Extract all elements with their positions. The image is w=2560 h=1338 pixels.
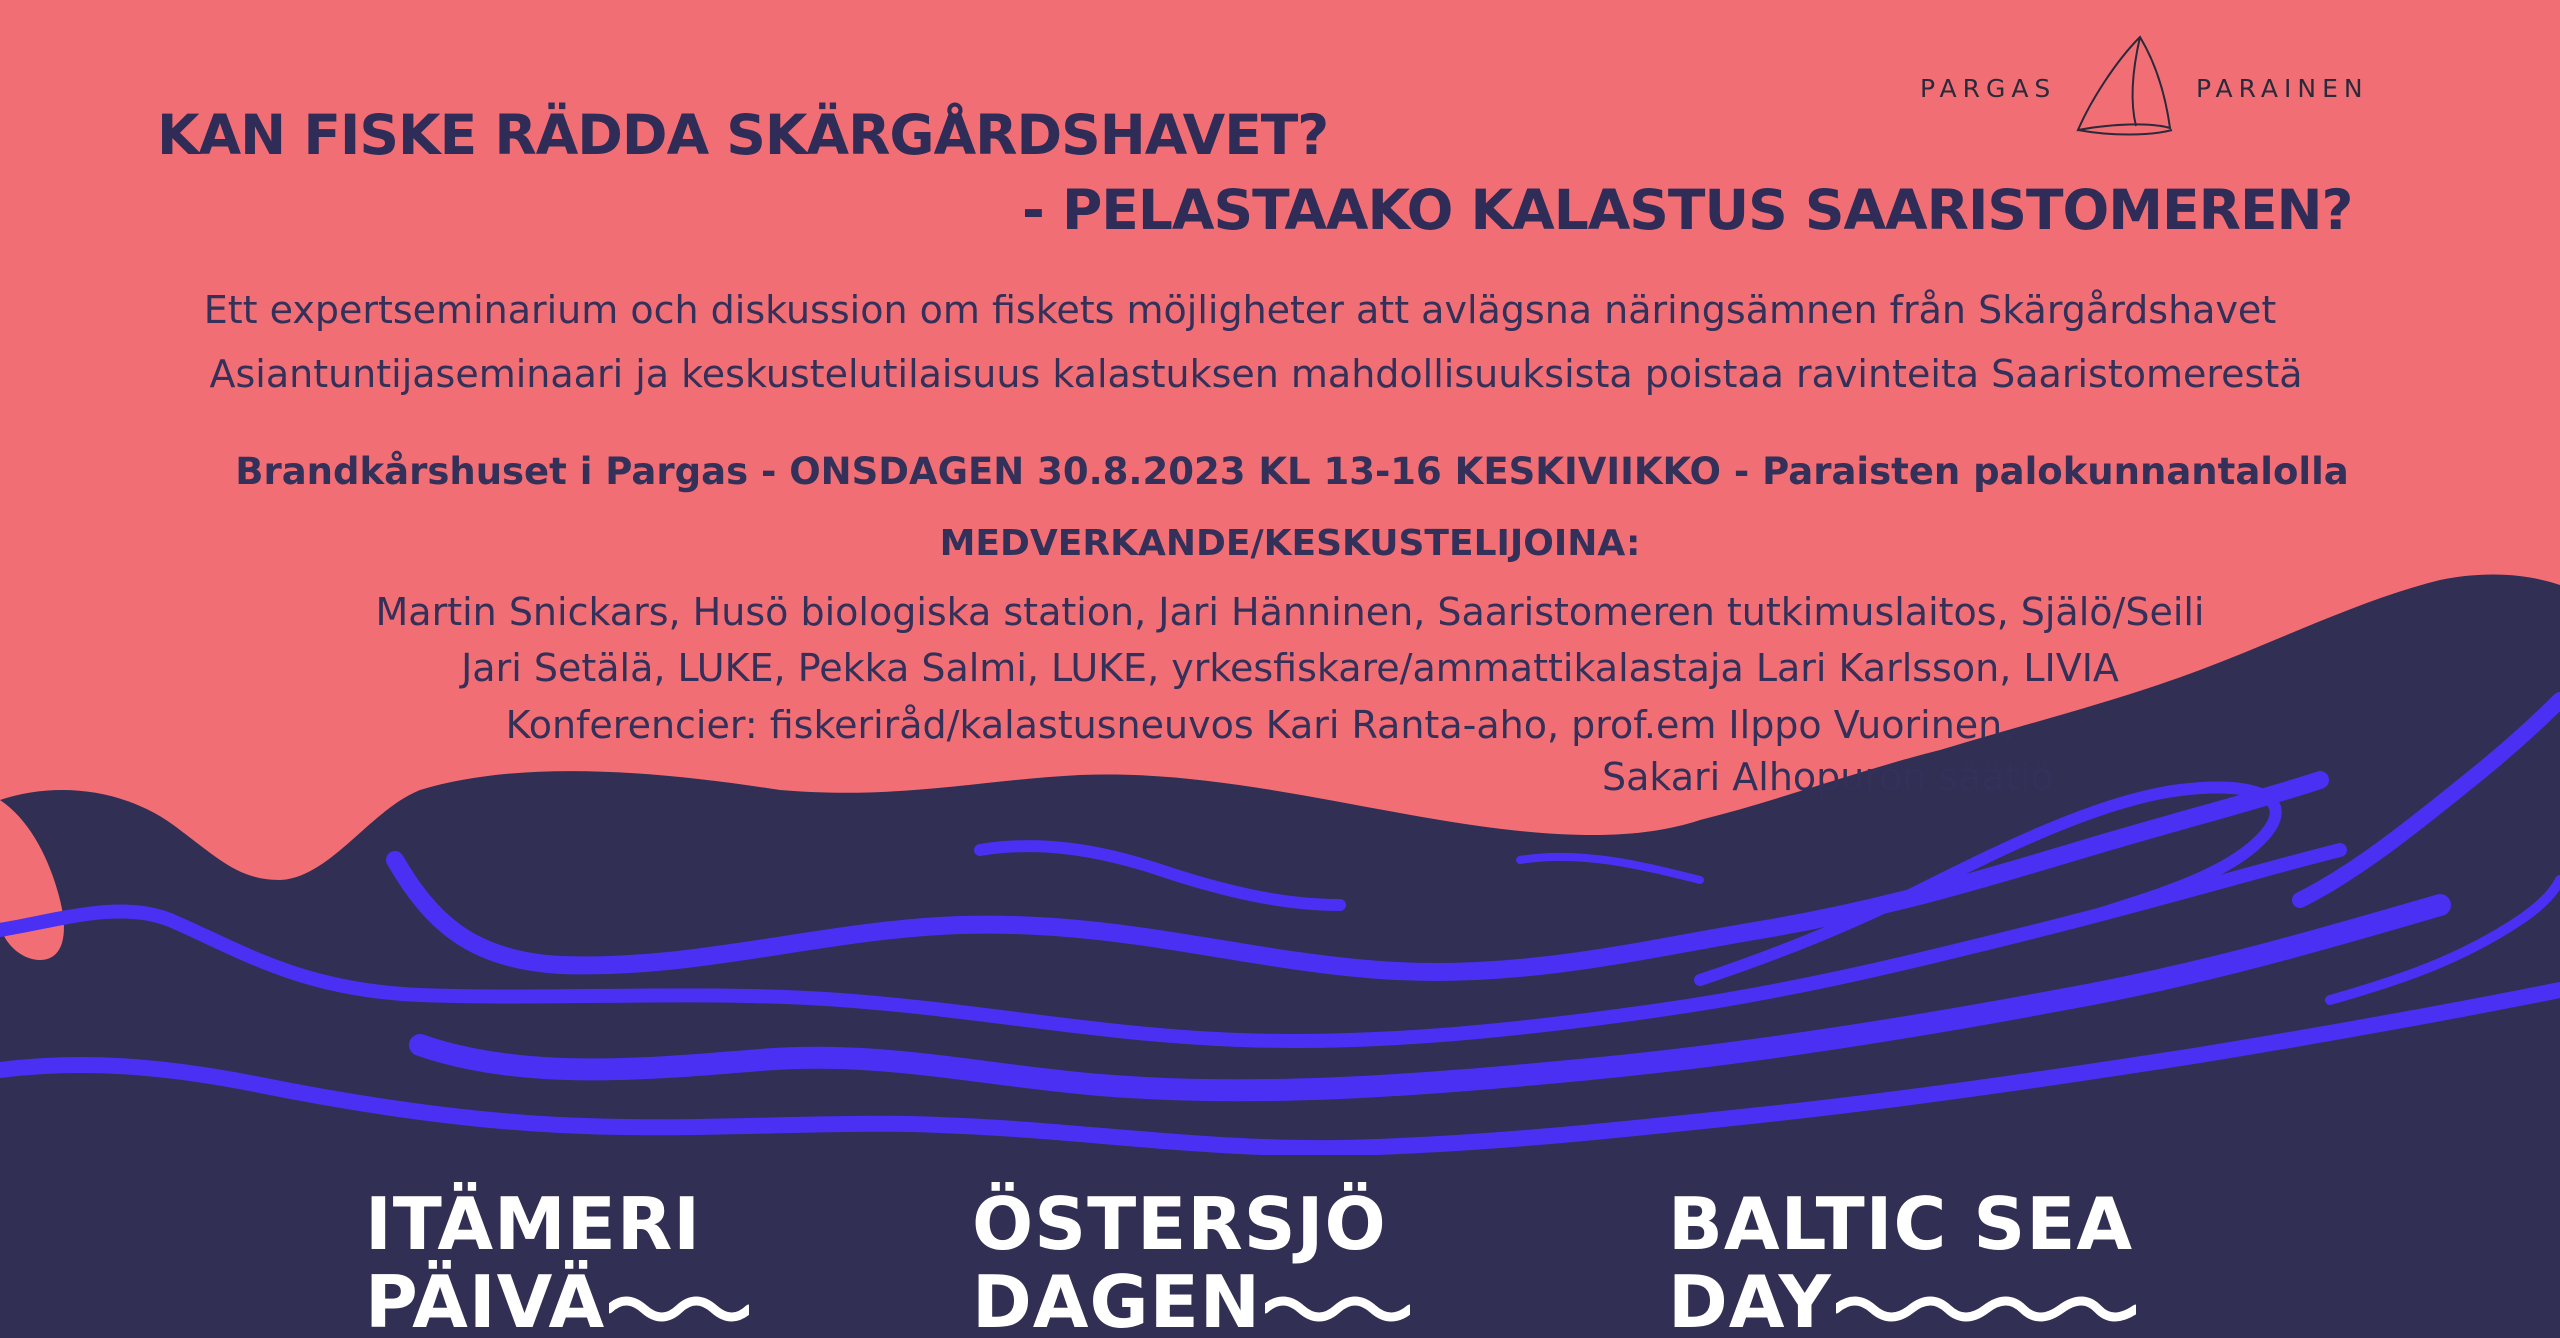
brand-baltic-sea-day bbox=[1668, 1182, 2136, 1338]
participants-line-2: Jari Setälä, LUKE, Pekka Salmi, LUKE, yrkesfiskare/ammattikalastaja Lari Karlsson, LIVIA bbox=[461, 646, 2119, 690]
participants-line-1: Martin Snickars, Husö biologiska station, Jari Hänninen, Saaristomeren tutkimuslaitos, Själö/Seili bbox=[375, 590, 2205, 634]
brand-ostersjo-line2-wrap bbox=[972, 1260, 1410, 1338]
brand-itameri-line2: PÄIVÄ bbox=[365, 1260, 606, 1338]
pargas-parainen-logo bbox=[1910, 32, 2370, 142]
brand-ostersjo-line2: DAGEN bbox=[972, 1260, 1262, 1338]
wave-icon bbox=[1265, 1287, 1410, 1327]
event-details: Brandkårshuset i Pargas - ONSDAGEN 30.8.2023 KL 13-16 KESKIVIIKKO - Paraisten palokunnantalolla bbox=[235, 450, 2349, 493]
subtitle-finnish: Asiantuntijaseminaari ja keskustelutilaisuus kalastuksen mahdollisuuksista poistaa ravinteita Saaristomerestä bbox=[209, 352, 2303, 396]
wave-icon bbox=[1836, 1287, 2136, 1327]
brand-baltic-line1: BALTIC SEA bbox=[1668, 1182, 2134, 1266]
logo-right-word: PARAINEN bbox=[2196, 74, 2369, 103]
subtitle-swedish: Ett expertseminarium och diskussion om fiskets möjligheter att avlägsna näringsämnen från Skärgårdshavet bbox=[203, 288, 2277, 332]
logo-left-word: PARGAS bbox=[1920, 74, 2057, 103]
brand-itameri-line2-wrap bbox=[365, 1260, 749, 1338]
brand-baltic-line2-wrap bbox=[1668, 1260, 2136, 1338]
wave-icon bbox=[609, 1287, 749, 1327]
brand-baltic-line2: DAY bbox=[1668, 1260, 1832, 1338]
brand-ostersjo-dagen bbox=[972, 1182, 1410, 1338]
title-finnish: - PELASTAAKO KALASTUS SAARISTOMEREN? bbox=[1022, 178, 2353, 242]
brand-itameri-line1: ITÄMERI bbox=[365, 1182, 702, 1266]
participants-heading: MEDVERKANDE/KESKUSTELIJOINA: bbox=[939, 523, 1641, 564]
footer-bar bbox=[0, 1155, 2560, 1338]
participants-line-3: Konferencier: fiskeriråd/kalastusneuvos Kari Ranta-aho, prof.em Ilppo Vuorinen, bbox=[505, 703, 2015, 747]
participants-line-4: Sakari Alhopuron säätiö bbox=[1602, 755, 2054, 799]
title-swedish: KAN FISKE RÄDDA SKÄRGÅRDSHAVET? bbox=[157, 103, 1329, 167]
brand-itameri-paiva bbox=[365, 1182, 749, 1338]
sail-icon bbox=[2070, 32, 2180, 137]
brand-ostersjo-line1: ÖSTERSJÖ bbox=[972, 1182, 1387, 1266]
